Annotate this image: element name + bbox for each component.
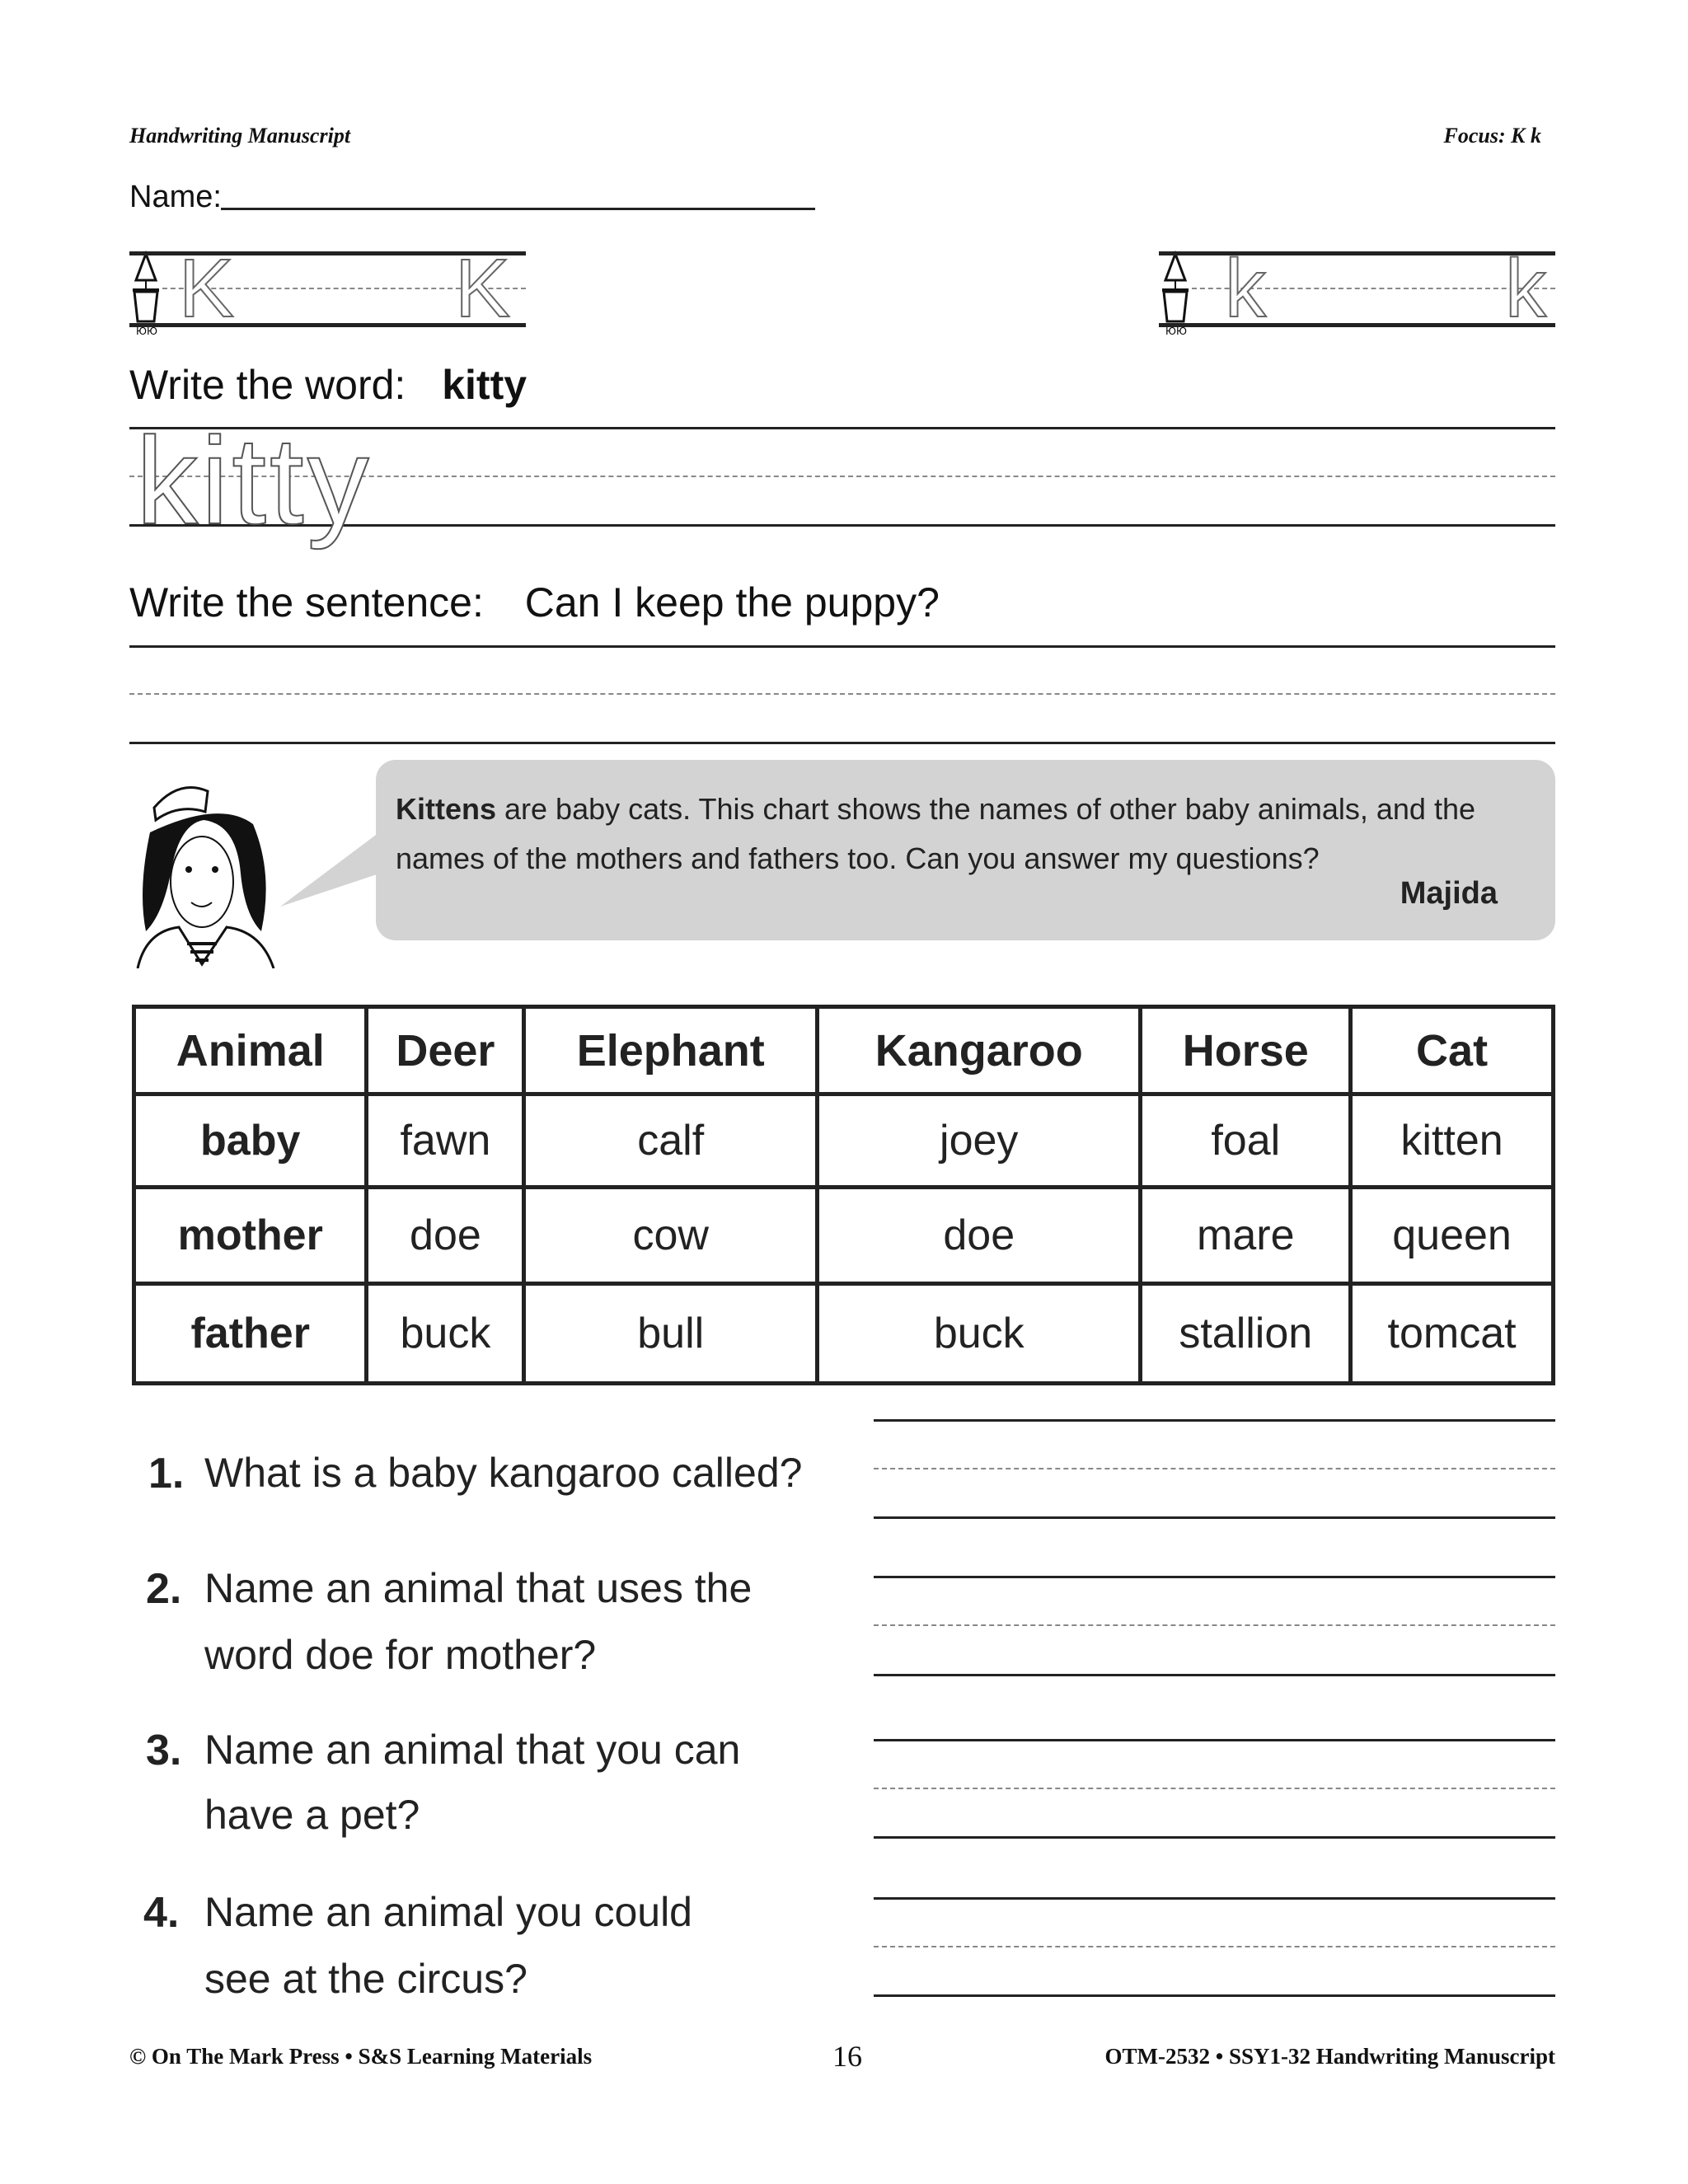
- footer-copyright: © On The Mark Press • S&S Learning Materials: [129, 2044, 593, 2069]
- target-word: kitty: [442, 362, 528, 408]
- baby-animals-table: [132, 1005, 1555, 1385]
- table-row: [134, 1188, 1554, 1284]
- question-text: have a pet?: [204, 1792, 420, 1838]
- trace-letter: K: [455, 242, 510, 335]
- speaker-name: Majida: [1400, 876, 1498, 911]
- svg-text:ЮЮ: ЮЮ: [136, 326, 157, 337]
- table-cell: buck: [818, 1284, 1141, 1384]
- question-text: Name an animal that you can: [204, 1727, 741, 1773]
- sentence-prompt: [129, 579, 940, 626]
- table-cell: fawn: [367, 1094, 524, 1188]
- bubble-tail: [280, 824, 387, 915]
- table-cell: mare: [1141, 1188, 1351, 1284]
- table-cell: joey: [818, 1094, 1141, 1188]
- sentence-line-mid: [129, 693, 1555, 695]
- sentence-line-bottom: [129, 742, 1555, 744]
- table-header-cell: Animal: [134, 1007, 367, 1094]
- table-header-cell: Elephant: [524, 1007, 818, 1094]
- focus-label: Focus: K k: [1443, 124, 1541, 148]
- name-label: Name:: [129, 180, 222, 214]
- row-header: father: [134, 1284, 367, 1384]
- word-prompt: [129, 361, 527, 409]
- trace-letter: k: [1225, 242, 1266, 335]
- table-cell: tomcat: [1351, 1284, 1554, 1384]
- table-header-cell: Horse: [1141, 1007, 1351, 1094]
- table-cell: foal: [1141, 1094, 1351, 1188]
- question-number: 1.: [148, 1450, 185, 1497]
- question-text: word doe for mother?: [204, 1632, 597, 1678]
- table-cell: doe: [367, 1188, 524, 1284]
- worksheet-title: Handwriting Manuscript: [129, 124, 351, 148]
- uppercase-guide: [129, 242, 526, 338]
- table-cell: bull: [524, 1284, 818, 1384]
- sentence-line-top[interactable]: [129, 645, 1555, 648]
- question-text: see at the circus?: [204, 1956, 528, 2002]
- question-text: What is a baby kangaroo called?: [204, 1450, 803, 1496]
- row-header: baby: [134, 1094, 367, 1188]
- question-number: 2.: [146, 1565, 182, 1613]
- table-cell: calf: [524, 1094, 818, 1188]
- table-header-cell: Kangaroo: [818, 1007, 1141, 1094]
- table-header-cell: Deer: [367, 1007, 524, 1094]
- table-cell: doe: [818, 1188, 1141, 1284]
- target-sentence: Can I keep the puppy?: [524, 579, 940, 626]
- girl-illustration: [129, 775, 294, 968]
- table-cell: queen: [1351, 1188, 1554, 1284]
- question-text: Name an animal you could: [204, 1889, 692, 1935]
- table-header-row: [134, 1007, 1554, 1094]
- table-row: [134, 1284, 1554, 1384]
- footer-product-code: OTM-2532 • SSY1-32 Handwriting Manuscript: [1104, 2044, 1555, 2069]
- question-number: 4.: [143, 1889, 180, 1937]
- svg-text:ЮЮ: ЮЮ: [1165, 326, 1187, 337]
- bubble-text: are baby cats. This chart shows the names of other baby animals, and the names of the mothers and fathers too. Can you answer my questions?: [396, 792, 1475, 875]
- table-cell: kitten: [1351, 1094, 1554, 1188]
- page-number: 16: [832, 2040, 862, 2073]
- trace-letter: K: [179, 242, 234, 335]
- name-field[interactable]: [221, 208, 815, 210]
- table-header-cell: Cat: [1351, 1007, 1554, 1094]
- table-cell: stallion: [1141, 1284, 1351, 1384]
- trace-letter: k: [1505, 242, 1546, 335]
- word-prompt-label: Write the word:: [129, 362, 406, 408]
- question-number: 3.: [146, 1727, 182, 1774]
- lowercase-guide: [1159, 242, 1555, 338]
- row-header: mother: [134, 1188, 367, 1284]
- trace-word: kitty: [136, 411, 373, 550]
- bubble-bold-word: Kittens: [396, 792, 497, 826]
- table-cell: cow: [524, 1188, 818, 1284]
- speech-bubble: [376, 760, 1555, 940]
- table-cell: buck: [367, 1284, 524, 1384]
- sentence-prompt-label: Write the sentence:: [129, 579, 484, 626]
- table-row: [134, 1094, 1554, 1188]
- question-text: Name an animal that uses the: [204, 1565, 753, 1611]
